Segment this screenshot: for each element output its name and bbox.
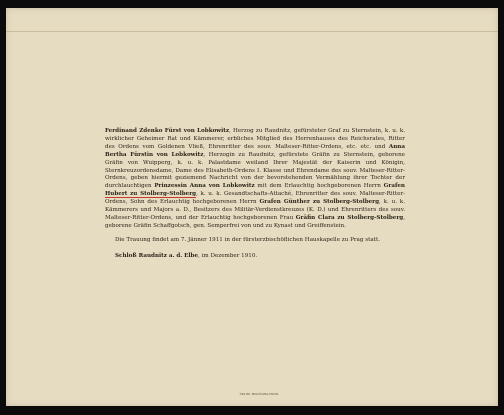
groom-father-name: Grafen Günther zu Stolberg-Stolberg <box>259 199 380 206</box>
bride-name: Prinzessin Anna von Lobkowitz <box>154 183 255 190</box>
mother-titles: , Herzogin zu Raudnitz, gefürstete Gräfin zu Sternstein, geborene Gräfin von Wuipperg, k. u. k. Palastdame weiland Ihrer Majestät der Kaiserin und Königin, Sternkreuzordensdame, Dame des Elisabeth-Ordens I. Klasse und Ehrendame des souv. Malteser-Ritter-Ordens, geben hiermit geziemend Nachricht von der bevorstehenden Vermählung ihrer Tochter der durchlauchtigen <box>105 151 405 190</box>
bride-connector: mit dem Erlauchtig hochgeborenen Herrn <box>254 183 384 190</box>
groom-mother-name: Gräfin Clara zu Stolberg-Stolberg <box>295 214 404 221</box>
groom-title: Grafen <box>383 183 405 190</box>
groom-mother-titles: , geborene Gräfin Schaffgotsch, gen. Semperfrei von und zu Kynast und Greiffenstein. <box>105 214 405 229</box>
place: Schloß Raudnitz a. d. Elbe <box>115 252 199 259</box>
father-name: Ferdinand Zdenko Fürst von Lobkowitz <box>105 128 230 134</box>
ceremony-line: Die Trauung findet am 7. Jänner 1911 in der fürsterzbischöflichen Hauskapelle zu Prag statt. <box>115 236 380 243</box>
announcement-text <box>105 128 405 261</box>
announcement-paragraph <box>105 128 405 231</box>
paper-fold <box>6 31 498 32</box>
groom-titles: , k. u. k. Gesandtschafts-Attaché, Ehrenritter des souv. Malteser-Ritter-Ordens, Sohn des Erlauchtig hochgeborenen Herrn <box>105 191 405 206</box>
invitation-card <box>6 8 498 406</box>
date: , im Dezember 1910. <box>198 252 258 259</box>
groom-father-titles: , k. u. k. Kämmerers und Majors a. D., Besitzers des Militär-Verdienstkreuzes (K. D.) und Ehrenritters des souv. Malteser-Ritter-Ordens, und der Erlauchtig hochgeborenen Frau <box>105 199 405 221</box>
mother-name: Anna Bertha Fürstin von Lobkowitz <box>105 143 405 158</box>
groom-name: Hubert zu Stolberg-Stolberg <box>105 191 197 198</box>
place-date-line <box>105 253 405 261</box>
printer-mark: TISK BR. PROCHÁZKA PRAHA <box>239 393 279 396</box>
father-titles: , Herzog zu Raudnitz, gefürsteter Graf zu Sternstein, k. u. k. wirklicher Geheimer Rat und Kämmerer, erbliches Mitglied des Herrenhauses des Reichsrates, Ritter des Ordens vom Goldenen Vließ, Ehrenritter des souv. Malteser-Ritter-Ordens, etc. etc. und <box>105 128 405 150</box>
